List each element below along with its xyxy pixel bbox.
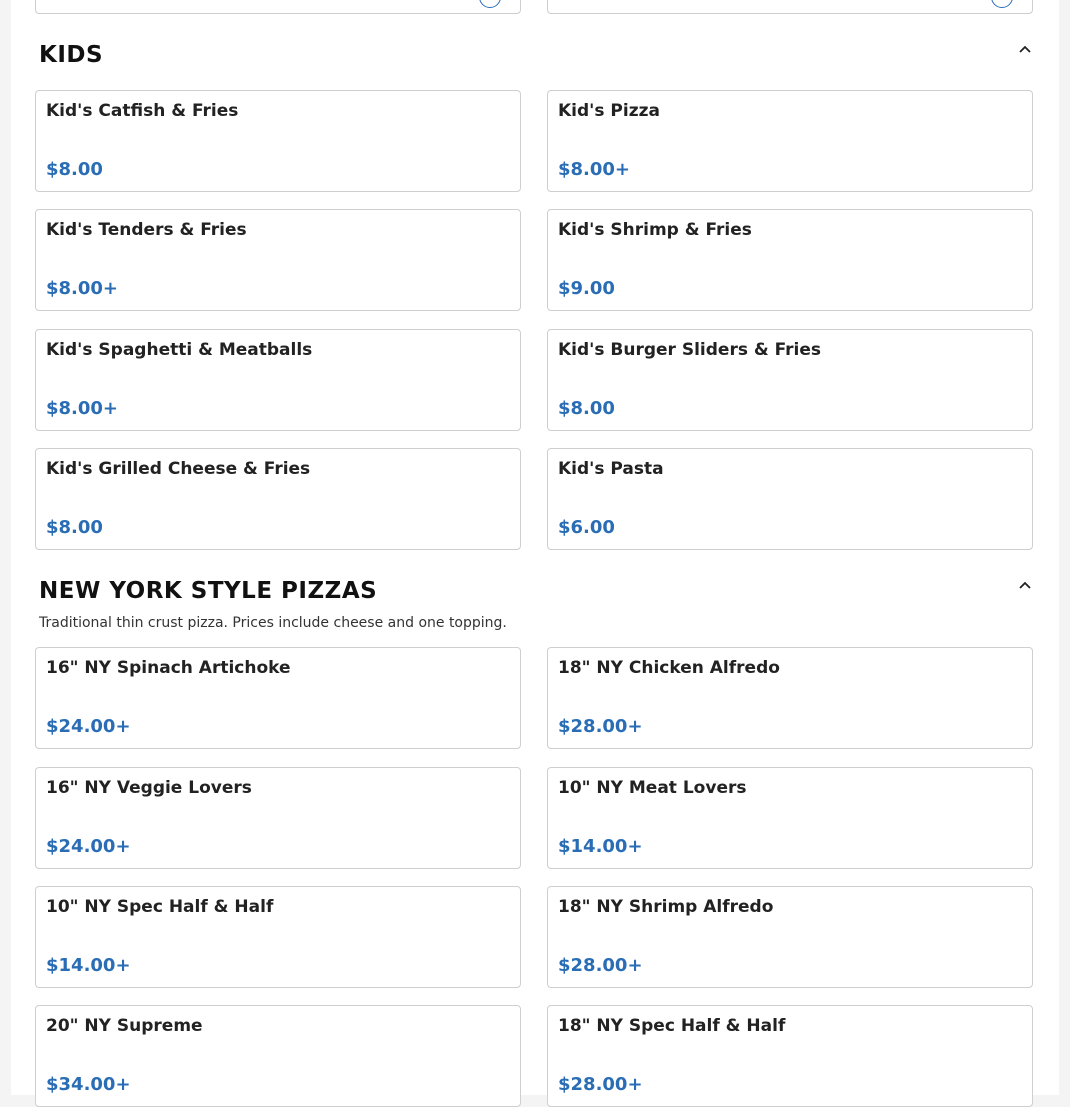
item-price: $8.00+ (558, 159, 631, 180)
menu-panel (11, 0, 1059, 1095)
item-name: Kid's Burger Sliders & Fries (558, 340, 822, 360)
item-price: $34.00+ (46, 1074, 131, 1095)
item-price: $24.00+ (46, 716, 131, 737)
menu-item-card[interactable] (35, 90, 521, 192)
item-price: $8.00 (558, 398, 615, 419)
item-name: Kid's Shrimp & Fries (558, 220, 752, 240)
menu-item-card[interactable] (547, 647, 1033, 749)
item-name: 10" NY Spec Half & Half (46, 897, 274, 917)
item-price: $9.00 (558, 278, 615, 299)
menu-item-card-partial[interactable] (547, 0, 1033, 14)
item-name: Kid's Pizza (558, 101, 660, 121)
item-name: 16" NY Spinach Artichoke (46, 658, 291, 678)
item-name: 16" NY Veggie Lovers (46, 778, 252, 798)
section-title: KIDS (39, 42, 104, 68)
menu-item-card-partial[interactable] (35, 0, 521, 14)
item-name: 20" NY Supreme (46, 1016, 203, 1036)
menu-item-card[interactable] (35, 886, 521, 988)
menu-item-card[interactable] (547, 886, 1033, 988)
menu-item-card[interactable] (35, 767, 521, 869)
section-description: Traditional thin crust pizza. Prices include cheese and one topping. (39, 615, 507, 631)
menu-item-card[interactable] (547, 90, 1033, 192)
menu-item-card[interactable] (35, 209, 521, 311)
item-name: Kid's Spaghetti & Meatballs (46, 340, 313, 360)
menu-item-card[interactable] (35, 647, 521, 749)
item-price: $8.00+ (46, 278, 119, 299)
item-price: $14.00+ (558, 836, 643, 857)
menu-item-card[interactable] (547, 448, 1033, 550)
item-price: $28.00+ (558, 955, 643, 976)
item-price: $28.00+ (558, 1074, 643, 1095)
menu-item-card[interactable] (35, 329, 521, 431)
item-price: $6.00 (558, 517, 615, 538)
item-name: Kid's Grilled Cheese & Fries (46, 459, 311, 479)
item-price: $8.00 (46, 517, 103, 538)
item-price: $8.00 (46, 159, 103, 180)
menu-item-card[interactable] (35, 448, 521, 550)
item-name: Kid's Tenders & Fries (46, 220, 247, 240)
add-item-icon[interactable] (991, 0, 1013, 8)
menu-item-card[interactable] (547, 329, 1033, 431)
menu-item-card[interactable] (35, 1005, 521, 1107)
item-name: Kid's Catfish & Fries (46, 101, 239, 121)
menu-item-card[interactable] (547, 767, 1033, 869)
menu-item-card[interactable] (547, 1005, 1033, 1107)
chevron-up-icon[interactable] (1018, 580, 1032, 590)
item-name: Kid's Pasta (558, 459, 664, 479)
item-name: 10" NY Meat Lovers (558, 778, 747, 798)
item-name: 18" NY Chicken Alfredo (558, 658, 780, 678)
item-name: 18" NY Shrimp Alfredo (558, 897, 774, 917)
item-price: $24.00+ (46, 836, 131, 857)
item-name: 18" NY Spec Half & Half (558, 1016, 786, 1036)
menu-item-card[interactable] (547, 209, 1033, 311)
item-price: $28.00+ (558, 716, 643, 737)
item-price: $8.00+ (46, 398, 119, 419)
chevron-up-icon[interactable] (1018, 44, 1032, 54)
section-title: NEW YORK STYLE PIZZAS (39, 578, 378, 604)
item-price: $14.00+ (46, 955, 131, 976)
add-item-icon[interactable] (479, 0, 501, 8)
